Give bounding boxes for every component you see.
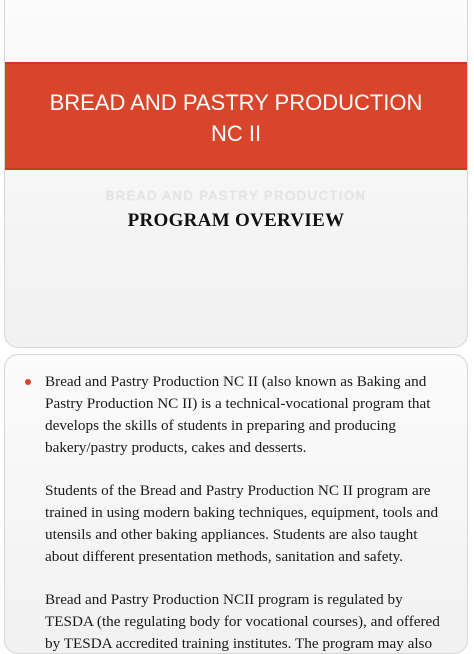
slide-subtitle: PROGRAM OVERVIEW	[127, 210, 345, 231]
title-banner	[5, 62, 467, 170]
title-slide	[4, 0, 468, 348]
overview-body	[45, 371, 443, 654]
bullet-icon	[25, 379, 31, 385]
ghost-watermark-text: BREAD AND PASTRY PRODUCTION	[105, 188, 367, 203]
paragraph-regulation: Bread and Pastry Production NCII program is regulated by TESDA (the regulating body for vocational courses), and offered by TESDA accredited training institutes. The program may also	[45, 591, 440, 652]
paragraph-training: Students of the Bread and Pastry Production NC II program are trained in using modern baking techniques, equipment, tools and utensils and other baking appliances. Students are also taught about different presentation methods, sanitation and safety.	[45, 482, 439, 565]
slide-title-line-2: NC II	[210, 121, 262, 146]
paragraph-intro-text: Bread and Pastry Production NC II (also known as Baking and Pastry Production NC II) is a technical-vocational program that develops the skills of students in preparing and producing bakery/pastry products, cakes and desserts.	[45, 373, 431, 456]
overview-slide	[4, 354, 468, 654]
slide-title-line-1: BREAD AND PASTRY PRODUCTION	[49, 90, 423, 115]
paragraph-intro	[45, 371, 443, 459]
